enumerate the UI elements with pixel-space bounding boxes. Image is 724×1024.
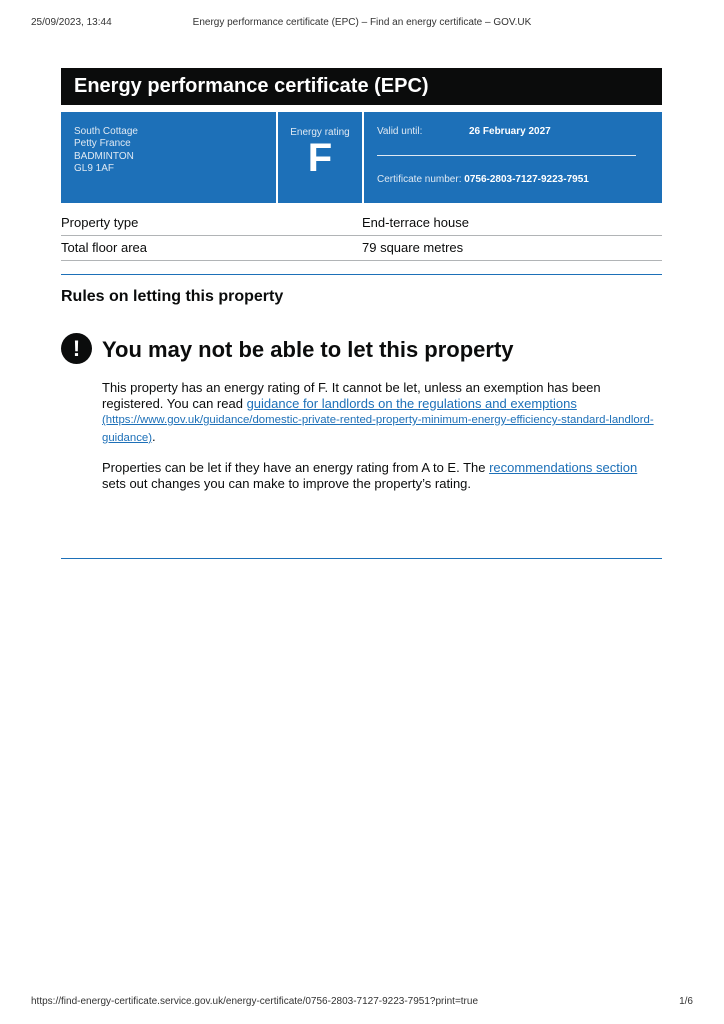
- summary-key: Total floor area: [61, 240, 147, 255]
- energy-rating-label: Energy rating: [290, 127, 350, 138]
- valid-until-label: Valid until:: [377, 126, 423, 137]
- property-summary-list: [61, 211, 662, 261]
- summary-row: [61, 211, 662, 236]
- certificate-info-box: [61, 112, 662, 203]
- summary-row: [61, 236, 662, 261]
- letting-rating-paragraph: [102, 380, 662, 446]
- section-divider: [61, 558, 662, 559]
- guidance-url-link[interactable]: (https://www.gov.uk/guidance/domestic-private-rented-property-minimum-energy-efficiency-standard-landlord-guidance): [102, 414, 654, 444]
- paragraph-text: .: [152, 428, 156, 444]
- letting-allowed-paragraph: [102, 460, 662, 491]
- address-line: BADMINTON: [74, 150, 134, 162]
- certificate-number-label: Certificate number:: [377, 174, 462, 185]
- summary-value: 79 square metres: [362, 240, 464, 255]
- print-header: [0, 17, 724, 31]
- page-title: Energy performance certificate (EPC): [74, 75, 429, 97]
- paragraph-text: sets out changes you can make to improve the property’s rating.: [102, 475, 472, 491]
- print-url: https://find-energy-certificate.service.gov.uk/energy-certificate/0756-2803-7127-9223-7951?print=true: [31, 996, 479, 1007]
- divider: [377, 155, 636, 156]
- summary-value: End-terrace house: [362, 215, 469, 230]
- print-document-title: Energy performance certificate (EPC) – Find an energy certificate – GOV.UK: [192, 17, 532, 28]
- page-number: 1/6: [679, 996, 693, 1007]
- certificate-number: 0756-2803-7127-9223-7951: [464, 174, 589, 185]
- paragraph-text: Properties can be let if they have an energy rating from A to E. The: [102, 460, 490, 475]
- property-address: [61, 112, 276, 203]
- address-postcode: GL9 1AF: [74, 162, 115, 174]
- valid-until-row: [377, 126, 647, 137]
- paragraph-text: This property has an energy rating of F. It cannot be let, unless an exemption has been registered. You can read: [102, 380, 601, 411]
- energy-rating-letter: F: [307, 136, 333, 180]
- epc-title-banner: [61, 68, 662, 105]
- warning-heading: You may not be able to let this property: [102, 337, 514, 362]
- warning-icon: !: [61, 333, 92, 364]
- certificate-number-row: [377, 174, 657, 185]
- rules-heading: Rules on letting this property: [61, 288, 284, 305]
- section-divider: [61, 274, 662, 275]
- address-line: South Cottage: [74, 126, 138, 137]
- valid-until-date: 26 February 2027: [469, 126, 551, 137]
- certificate-details-panel: [364, 112, 662, 203]
- address-line: Petty France: [74, 138, 131, 150]
- guidance-link[interactable]: guidance for landlords on the regulations and exemptions: [246, 395, 577, 411]
- summary-key: Property type: [61, 215, 139, 230]
- energy-rating-panel: [278, 112, 362, 203]
- print-datetime: 25/09/2023, 13:44: [31, 17, 112, 28]
- recommendations-link[interactable]: recommendations section: [489, 460, 638, 475]
